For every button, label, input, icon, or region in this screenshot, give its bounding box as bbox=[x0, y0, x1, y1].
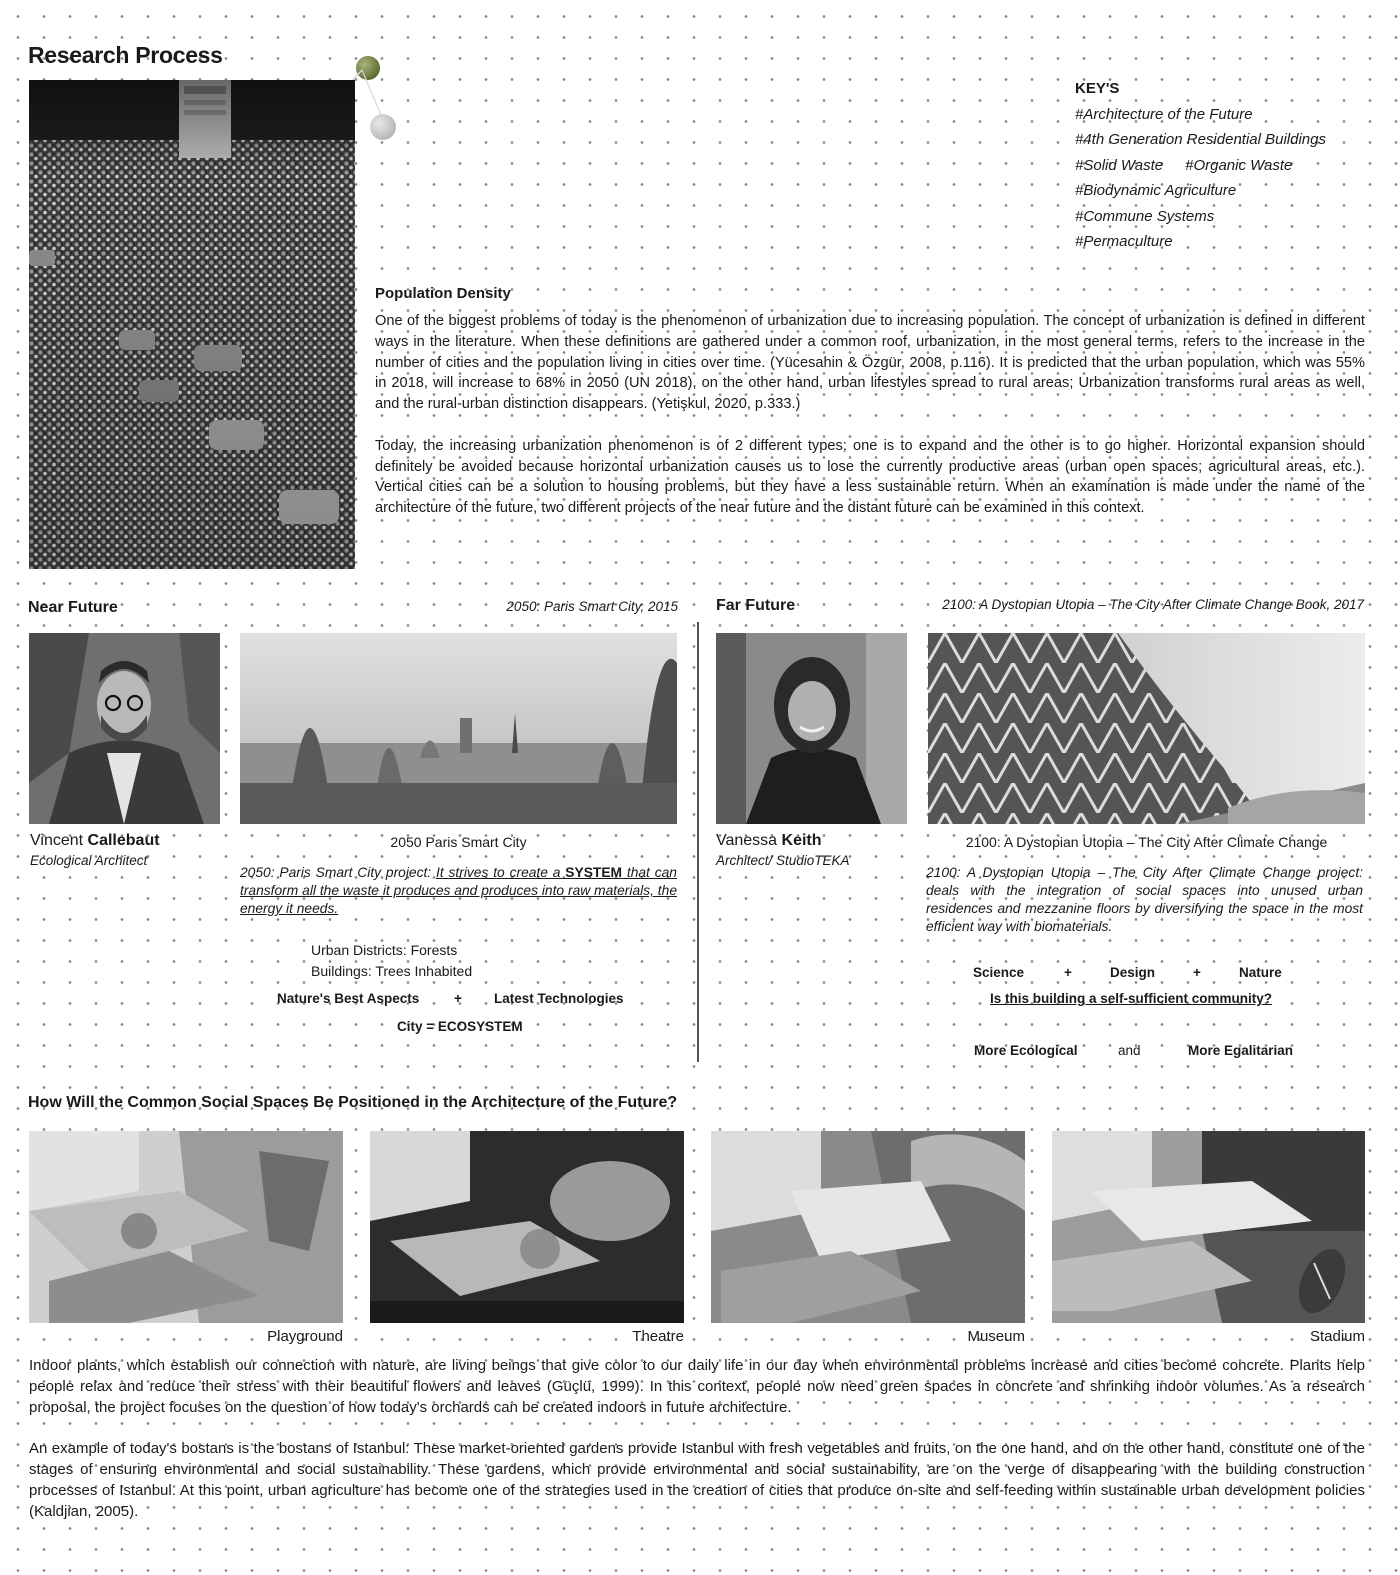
key-tag: #4th Generation Residential Buildings bbox=[1075, 131, 1326, 148]
label-museum: Museum bbox=[967, 1328, 1025, 1345]
callebaut-portrait bbox=[29, 633, 220, 824]
keys-title: KEY'S bbox=[1075, 80, 1120, 97]
aspect-right: Latest Technologies bbox=[494, 991, 624, 1006]
formula-design: Design bbox=[1110, 965, 1156, 980]
closing-text bbox=[29, 1356, 1365, 1543]
keys-panel bbox=[1075, 76, 1326, 255]
far-future-description: 2100: A Dystopian Utopia – The City After Climate Change project: deals with the integration of social spaces into unused urban residences and mezzanine floors by diversifying the space in the most efficient way with biomaterials. bbox=[926, 865, 1363, 934]
outcome-egalitarian: More Egalitarian bbox=[1188, 1043, 1294, 1058]
paris-image-caption: 2050 Paris Smart City bbox=[390, 834, 527, 850]
outcome-and: and bbox=[1118, 1043, 1141, 1058]
key-tag: #Organic Waste bbox=[1185, 156, 1293, 174]
social-spaces-heading: How Will the Common Social Spaces Be Positioned in the Architecture of the Future? bbox=[28, 1094, 678, 1111]
callebaut-name: Vincent Callebaut bbox=[30, 832, 160, 849]
population-text bbox=[375, 311, 1365, 540]
aspect-left: Nature's Best Aspects bbox=[277, 991, 420, 1006]
aspect-plus: + bbox=[454, 991, 462, 1006]
far-future-heading: Far Future bbox=[716, 597, 796, 614]
closing-paragraph: Indoor plants, which establish our connection with nature, are living beings that give color to our daily life in our day when environmental problems increase and cities become concrete. Plants help people relax and reduce their stress with their beautiful flowers and leaves (Güçlü, 1999). In this context, people now need green spaces in concrete and shrinking indoor volumes. As a research proposal, the project focuses on the question of how today's orchards can be created indoors in future architecture. bbox=[29, 1357, 1365, 1416]
outcome-ecological: More Ecological bbox=[974, 1043, 1078, 1058]
page-title: Research Process bbox=[28, 42, 223, 68]
population-paragraph: One of the biggest problems of today is the phenomenon of urbanization due to increasing population. The concept of urbanization is defined in different ways in the literature. When these definitions are gathered under a common roof, urbanization, in the most general terms, refers to the increase in the number of cities and the population living in cities over time. (Yücesahin & Özgür, 2008, p.116). It is predicted that the urban population, which was 55% in 2018, will increase to 68% in 2050 (UN 2018), on the other hand, urban lifestyles spread to rural areas; Urbanization transforms rural areas as well, and the rural-urban distinction disappears. (Yetişkul, 2020, p.333.) bbox=[375, 313, 1365, 413]
key-tag: #Architecture of the Future bbox=[1075, 105, 1253, 123]
theatre-illustration bbox=[370, 1131, 684, 1323]
city-ecosystem-equation: City = ECOSYSTEM bbox=[397, 1019, 523, 1034]
population-heading: Population Density bbox=[375, 285, 511, 302]
museum-illustration bbox=[711, 1131, 1025, 1323]
column-divider bbox=[697, 622, 699, 1062]
crowd-photo bbox=[29, 80, 355, 569]
key-tag: #Commune Systems bbox=[1075, 207, 1215, 225]
paris-smart-city-render bbox=[240, 633, 677, 824]
formula-plus: + bbox=[1064, 965, 1072, 980]
near-future-description: 2050: Paris Smart City project: It strives to create a SYSTEM that can transform all the waste it produces and produces into raw materials, the energy it needs. bbox=[240, 865, 677, 916]
formula-science: Science bbox=[973, 965, 1025, 980]
far-future-project-ref: 2100: A Dystopian Utopia – The City After Climate Change Book, 2017 bbox=[942, 597, 1364, 612]
playground-illustration bbox=[29, 1131, 343, 1323]
formula-plus: + bbox=[1193, 965, 1201, 980]
keith-role: Architect/ StudioTEKA bbox=[716, 853, 850, 868]
formula-nature: Nature bbox=[1239, 965, 1282, 980]
callebaut-role: Ecological Architect bbox=[30, 853, 148, 868]
stadium-illustration bbox=[1052, 1131, 1365, 1323]
keith-portrait bbox=[716, 633, 907, 824]
key-tag: #Solid Waste bbox=[1075, 156, 1164, 174]
population-paragraph: Today, the increasing urbanization phenomenon is of 2 different types; one is to expand and the other is to go higher. Horizontal expansion should definitely be avoided because horizontal urbanization causes us to lose the currently productive areas (urban open spaces; agricultural areas, etc.). Vertical cities can be a solution to housing problems, but they have a less sustainable return. When an examination is made under the name of the architecture of the future, two different projects of the near future and the distant future can be examined in this context. bbox=[375, 437, 1365, 517]
near-future-heading: Near Future bbox=[28, 599, 118, 616]
near-future-lines: Urban Districts: Forests Buildings: Trees Inhabited bbox=[311, 942, 473, 979]
dystopian-utopia-render bbox=[928, 633, 1365, 824]
key-tag: #Permaculture bbox=[1075, 233, 1173, 250]
near-future-project-ref: 2050: Paris Smart City, 2015 bbox=[506, 599, 678, 614]
label-playground: Playground bbox=[267, 1328, 343, 1345]
key-tag-pair bbox=[1075, 153, 1326, 179]
closing-paragraph: An example of today's bostans is the bostans of Istanbul: These market-oriented gardens provide Istanbul with fresh vegetables and fruits, on the one hand, and on the other hand, constitute one of the stages of ensuring environmental and social sustainability. These gardens, which provide environmental and social sustainability, are on the verge of disappearing with the building construction processes of Istanbul. At this point, urban agriculture has become one of the strategies used in the creation of cities that produce on-site and self-feeding within sustainable urban development policies (Kaldjian, 2005). bbox=[29, 1440, 1365, 1520]
keith-name: Vanessa Keith bbox=[716, 832, 822, 849]
label-stadium: Stadium bbox=[1309, 1328, 1365, 1345]
dystopia-image-caption: 2100: A Dystopian Utopia – The City After Climate Change bbox=[965, 834, 1328, 850]
label-theatre: Theatre bbox=[632, 1328, 684, 1345]
self-sufficient-question: Is this building a self-sufficient community? bbox=[990, 991, 1273, 1006]
key-tag: #Biodynamic Agriculture bbox=[1075, 182, 1237, 199]
